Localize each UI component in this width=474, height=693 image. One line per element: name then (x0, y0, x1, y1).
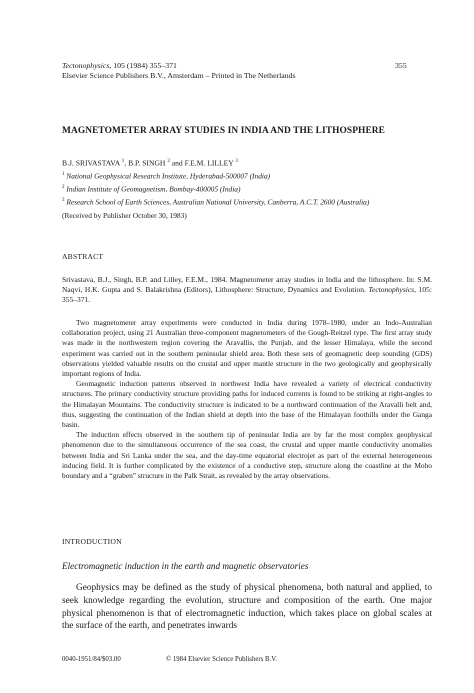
affiliation-1 (62, 170, 442, 181)
affiliation-text: Indian Institute of Geomagnetism, Bombay-400005 (India) (66, 184, 241, 194)
footer-copyright: © 1984 Elsevier Science Publishers B.V. (166, 656, 277, 663)
citation-pages: , 105: 355–371. (62, 285, 432, 305)
journal-name: Tectonophysics (62, 61, 110, 70)
footer (62, 656, 277, 663)
citation-text: Srivastava, B.J., Singh, B.P. and Lilley, F.E.M., 1984. Magnetometer array studies in India and the lithosphere. In: S.M. Naqvi, H.K. Gupta and S. Balakrishna (Editors), Lithosphere: Structure, Dynamics and Evolution. (62, 275, 432, 295)
abstract-paragraph: The induction effects observed in the southern tip of peninsular India are by far the most complex geophysical phenomenon due to the simultaneous occurrence of the sea coast, the crustal and upper mantle conductivity anomalies between India and Sri Lanka under the sea, and the day-time equatorial electrojet as part of the external heterogeneous inducing field. It is further complicated by the existence of a conductive step, structure along the coastline at the Moho boundary and a “graben” structure in the Palk Strait, as revealed by the array observations. (62, 430, 432, 481)
introduction-heading: INTRODUCTION (62, 537, 122, 546)
affiliation-mark: 2 (167, 159, 170, 164)
footer-code: 0040-1951/84/$03.00 (62, 656, 121, 663)
affiliation-mark: 2 (62, 185, 65, 190)
citation-journal: Tectonophysics (368, 285, 415, 295)
abstract-paragraph: Two magnetometer array experiments were conducted in India during 1978–1980, under an Indo-Australian collaboration project, using 21 Australian three-component magnetometers of the Gough-Reitzel type. The first array study was made in the northwestern region covering the Aravallis, the Punjab, and the lesser Himalaya, while the second experiment was carried out in the southern peninsular shield area. Both these sets of geomagnetic deep sounding (GDS) observations yielded valuable results on the crustal and upper mantle structure in the two geologically and geophysically important regions of India. (62, 318, 432, 379)
journal-volume: , 105 (1984) 355–371 (109, 61, 177, 70)
paper-title: MAGNETOMETER ARRAY STUDIES IN INDIA AND THE LITHOSPHERE (62, 126, 386, 136)
affiliation-text: Research School of Earth Sciences, Australian National University, Canberra, A.C.T. 2600 (Australia) (66, 197, 370, 207)
abstract-body (62, 318, 432, 481)
author-name: B.J. SRIVASTAVA (62, 158, 120, 168)
section-subheading: Electromagnetic induction in the earth and magnetic observatories (62, 561, 309, 571)
citation (62, 275, 432, 306)
author-separator: and (169, 158, 185, 168)
author-name: F.E.M. LILLEY (184, 158, 234, 168)
journal-reference (62, 61, 382, 71)
body-text (62, 582, 432, 633)
body-paragraph: Geophysics may be defined as the study of physical phenomena, both natural and applied, to seek knowledge regarding the evolution, structure and composition of the earth. One major physical phenomenon is that of electromagnetic induction, which takes place on global scales at the surface of the earth, and penetrates inwards (62, 583, 432, 632)
publisher-line: Elsevier Science Publishers B.V., Amsterdam – Printed in The Netherlands (62, 71, 296, 80)
affiliation-3 (62, 196, 442, 207)
affiliation-mark: 1 (121, 159, 125, 164)
page-number: 355 (395, 61, 407, 70)
affiliation-mark: 3 (62, 198, 65, 203)
received-date: (Received by Publisher October 30, 1983) (62, 211, 187, 220)
abstract-heading: ABSTRACT (62, 252, 104, 261)
affiliation-mark: 3 (235, 159, 238, 164)
journal-header (62, 61, 382, 81)
affiliation-mark: 1 (62, 172, 65, 177)
affiliation-2 (62, 183, 442, 194)
affiliation-text: National Geophysical Research Institute, Hyderabad-500007 (India) (66, 171, 271, 181)
abstract-paragraph: Geomagnetic induction patterns observed in northwest India have revealed a variety of electrical conductivity structures. The primary conductivity structure providing paths for induced currents is found to be striking at right-angles to the Himalayan Mountains. The conductivity structure is indicated to be a northward continuation of the Aravalli belt and, thus, suggesting the continuation of the Indian shield at depth into the base of the Himalayan foothills under the Ganga basin. (62, 379, 432, 430)
author-list (62, 157, 238, 169)
author-name: B.P. SINGH (128, 158, 166, 168)
author-separator: , (124, 158, 129, 168)
